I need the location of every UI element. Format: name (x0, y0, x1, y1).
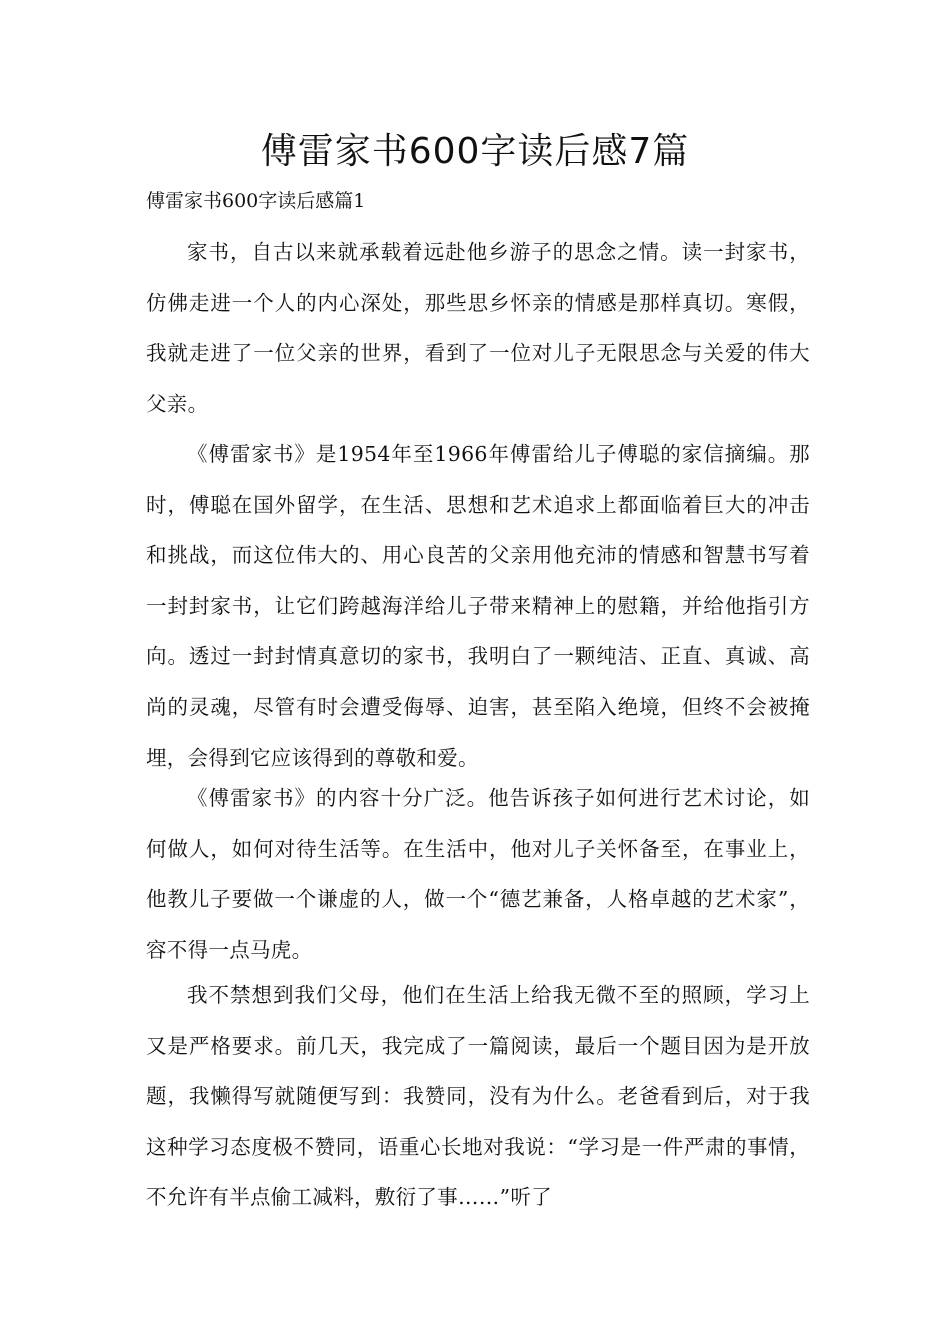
paragraph-3: 《傅雷家书》的内容十分广泛。他告诉孩子如何进行艺术讨论，如何做人，如何对待生活等。在生活中，他对儿子关怀备至，在事业上，他教儿子要做一个谦虚的人，做一个“德艺兼备，人格卓越的艺术家”，容不得一点马虎。 (146, 786, 810, 962)
document-title: 傅雷家书600字读后感7篇 (260, 131, 690, 172)
paragraph-1: 家书，自古以来就承载着远赴他乡游子的思念之情。读一封家书，仿佛走进一个人的内心深处，那些思乡怀亲的情感是那样真切。寒假，我就走进了一位父亲的世界，看到了一位对儿子无限思念与关爱的伟大父亲。 (146, 240, 810, 416)
section-heading: 傅雷家书600字读后感篇1 (146, 190, 366, 212)
paragraph-2: 《傅雷家书》是1954年至1966年傅雷给儿子傅聪的家信摘编。那时，傅聪在国外留学，在生活、思想和艺术追求上都面临着巨大的冲击和挑战，而这位伟大的、用心良苦的父亲用他充沛的情感和智慧书写着一封封家书，让它们跨越海洋给儿子带来精神上的慰籍，并给他指引方向。透过一封封情真意切的家书，我明白了一颗纯洁、正直、真诚、高尚的灵魂，尽管有时会遭受侮辱、迫害，甚至陷入绝境，但终不会被掩埋，会得到它应该得到的尊敬和爱。 (146, 442, 810, 770)
paragraph-4: 我不禁想到我们父母，他们在生活上给我无微不至的照顾，学习上又是严格要求。前几天，我完成了一篇阅读，最后一个题目因为是开放题，我懒得写就随便写到：我赞同，没有为什么。老爸看到后，对于我这种学习态度极不赞同，语重心长地对我说：“学习是一件严肃的事情，不允许有半点偷工减料，敷衍了事……”听了 (146, 983, 810, 1210)
